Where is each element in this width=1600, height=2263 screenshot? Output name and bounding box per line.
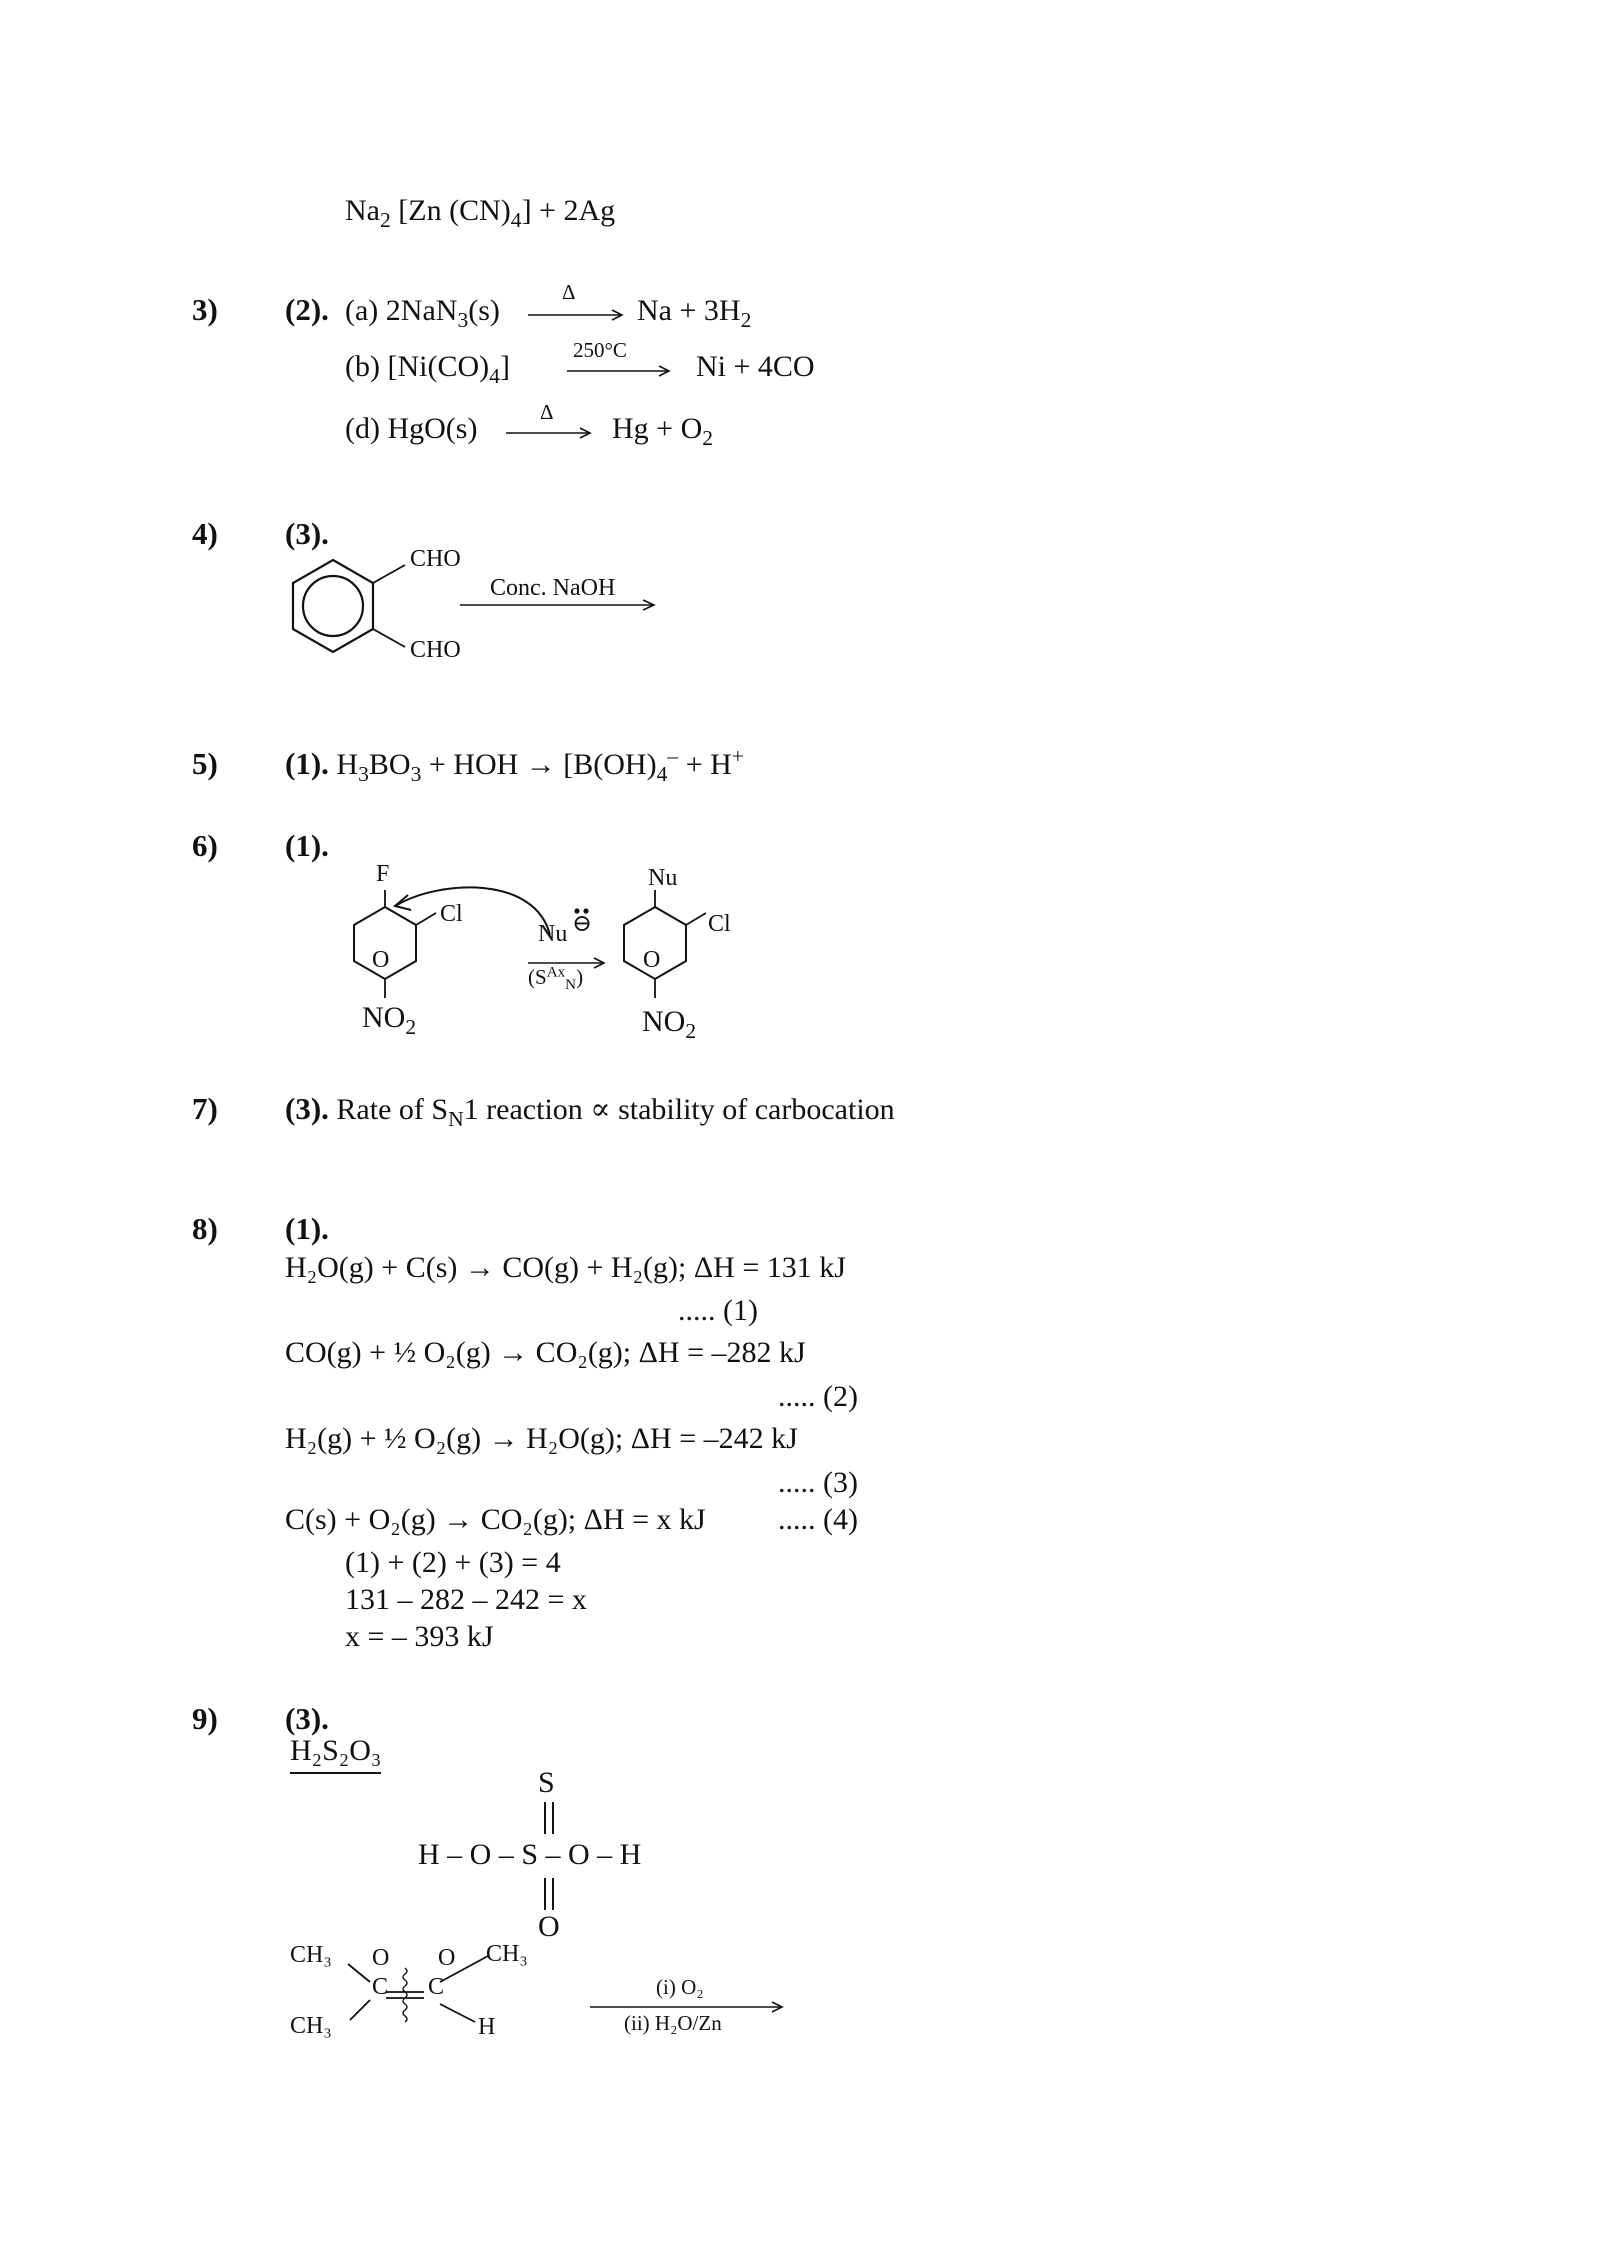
q8-equation-1: H₂O(g) + C(s) → CO(g) + H₂(g); ΔH = 131 kJ bbox=[285, 1251, 846, 1284]
q9-o-b: O bbox=[438, 1945, 456, 1971]
q6-mech-sup: Ax bbox=[546, 964, 566, 981]
q3-a-left-tail: (s) bbox=[468, 294, 500, 327]
q3-d-left: (d) HgO(s) bbox=[345, 412, 478, 445]
q6-right-cl: Cl bbox=[708, 911, 731, 937]
q5-eq-a: H bbox=[328, 748, 359, 781]
q5-equation bbox=[285, 744, 744, 786]
q3-b-arrow bbox=[567, 366, 677, 378]
q3-b-left-tail: ] bbox=[499, 350, 510, 383]
q3-d-condition: Δ bbox=[540, 400, 554, 424]
q3-b-left bbox=[345, 350, 510, 388]
q4-number: 4) bbox=[192, 516, 218, 551]
q6-number: 6) bbox=[192, 828, 218, 863]
q3-a-left-sub: 3 bbox=[457, 307, 469, 332]
q4-cho-bottom: CHO bbox=[410, 637, 461, 663]
q3-d-right bbox=[612, 412, 714, 450]
q3-d-arrow bbox=[506, 428, 596, 440]
q5-eq-d: + H bbox=[678, 748, 732, 781]
q3-d-right-sub: 2 bbox=[702, 425, 714, 450]
q6-answer: (1). bbox=[285, 828, 329, 863]
q5-eq-c-sup: – bbox=[667, 744, 679, 769]
q9-struct-main: H – O – S – O – H bbox=[418, 1838, 642, 1871]
q4-arrow bbox=[460, 600, 660, 612]
q9-number: 9) bbox=[192, 1701, 218, 1736]
q9-c-b: C bbox=[428, 1974, 445, 2000]
q9-struct-top-s: S bbox=[538, 1766, 555, 1799]
q8-equation-1-tag: ..... (1) bbox=[678, 1294, 758, 1327]
q8-answer: (1). bbox=[285, 1211, 329, 1246]
q7-text-a: Rate of S bbox=[328, 1093, 449, 1126]
q5-eq-c-sub: 4 bbox=[656, 761, 668, 786]
q8-equation-3-tag: ..... (3) bbox=[778, 1466, 858, 1499]
q9-ch3-b: CH₃ bbox=[290, 2013, 332, 2039]
q3-a-condition: Δ bbox=[562, 280, 576, 304]
q9-struct-bottom-o: O bbox=[538, 1910, 560, 1943]
q7-text-b: 1 reaction ∝ stability of carbocation bbox=[463, 1093, 895, 1126]
q6-mechanism bbox=[528, 964, 584, 993]
q3-d-right-text: Hg + O bbox=[612, 412, 703, 445]
q6-right-nu: Nu bbox=[648, 865, 678, 891]
q6-right-no2-text: NO bbox=[642, 1005, 686, 1038]
q7-number: 7) bbox=[192, 1091, 218, 1126]
q3-a-right bbox=[637, 294, 752, 332]
q6-left-no2 bbox=[362, 1001, 417, 1039]
q5-number: 5) bbox=[192, 746, 218, 781]
q6-right-ring-label: O bbox=[643, 947, 661, 973]
q3-b-right: Ni + 4CO bbox=[696, 350, 815, 383]
q3-answer: (2). bbox=[285, 292, 329, 327]
benzene-ring-diagram bbox=[280, 555, 400, 675]
q6-right-no2-sub: 2 bbox=[685, 1018, 697, 1043]
q5-eq-b-sub: 3 bbox=[410, 761, 422, 786]
q2-product-line bbox=[345, 194, 616, 232]
q9-ch3-c: CH₃ bbox=[486, 1941, 528, 1967]
q5-eq-b: BO bbox=[368, 748, 411, 781]
q5-eq-c: + HOH → [B(OH) bbox=[421, 748, 657, 781]
q2-zn: [Zn (CN) bbox=[390, 194, 511, 227]
q4-cho-top: CHO bbox=[410, 546, 461, 572]
q8-number: 8) bbox=[192, 1211, 218, 1246]
q6-mech-sub: N bbox=[565, 976, 577, 993]
q6-left-cl: Cl bbox=[440, 901, 463, 927]
q6-left-ring-label: O bbox=[372, 947, 390, 973]
q9-formula: H₂S₂O₃ bbox=[290, 1736, 381, 1774]
q8-equation-4: C(s) + O₂(g) → CO₂(g); ΔH = x kJ bbox=[285, 1503, 706, 1536]
q2-zn-sub: 4 bbox=[510, 207, 522, 232]
q9-answer: (3). bbox=[285, 1701, 329, 1736]
q5-answer: (1). bbox=[285, 746, 329, 781]
q6-mech-open: (S bbox=[528, 965, 547, 989]
q3-b-left-sub: 4 bbox=[489, 363, 500, 388]
q6-nucleophile: Nu bbox=[538, 921, 568, 947]
q5-eq-a-sub: 3 bbox=[358, 761, 369, 786]
q7-statement bbox=[285, 1091, 895, 1131]
q9-ch3-a: CH₃ bbox=[290, 1942, 332, 1968]
q8-step-3: x = – 393 kJ bbox=[345, 1620, 494, 1653]
q9-reagent-2: (ii) H₂O/Zn bbox=[624, 2011, 722, 2035]
q9-double-bond-top bbox=[540, 1800, 560, 1840]
q8-step-1: (1) + (2) + (3) = 4 bbox=[345, 1546, 561, 1579]
q9-o-a: O bbox=[372, 1945, 390, 1971]
q7-text-sub: N bbox=[448, 1106, 464, 1131]
q3-a-left bbox=[345, 294, 500, 332]
q8-equation-2: CO(g) + ½ O₂(g) → CO₂(g); ΔH = –282 kJ bbox=[285, 1336, 806, 1369]
q5-eq-d-sup: + bbox=[731, 744, 744, 769]
q2-na-sub: 2 bbox=[379, 207, 391, 232]
q2-na: Na bbox=[345, 194, 380, 227]
q6-left-no2-text: NO bbox=[362, 1001, 406, 1034]
q6-left-no2-sub: 2 bbox=[405, 1014, 417, 1039]
q3-number: 3) bbox=[192, 292, 218, 327]
q2-tail: ] + 2Ag bbox=[521, 194, 616, 227]
q3-b-left-text: (b) [Ni(CO) bbox=[345, 350, 490, 383]
q8-equation-4-tag: ..... (4) bbox=[778, 1503, 858, 1536]
q8-step-2: 131 – 282 – 242 = x bbox=[345, 1583, 587, 1616]
q9-alkene-bonds bbox=[330, 1950, 490, 2030]
q3-a-right-text: Na + 3H bbox=[637, 294, 741, 327]
q9-reagent-1: (i) O₂ bbox=[656, 1975, 704, 1999]
q4-answer: (3). bbox=[285, 516, 329, 551]
q3-a-arrow bbox=[528, 310, 628, 322]
q6-right-no2 bbox=[642, 1005, 697, 1043]
q3-a-right-sub: 2 bbox=[740, 307, 752, 332]
q6-charge: ⊖ bbox=[572, 911, 593, 937]
q3-a-left-text: (a) 2NaN bbox=[345, 294, 458, 327]
q9-c-a: C bbox=[372, 1974, 389, 2000]
q8-equation-3: H₂(g) + ½ O₂(g) → H₂O(g); ΔH = –242 kJ bbox=[285, 1422, 798, 1455]
q8-equation-2-tag: ..... (2) bbox=[778, 1380, 858, 1413]
q6-left-f: F bbox=[376, 861, 390, 887]
q3-b-condition: 250°C bbox=[573, 338, 627, 362]
q4-reagent: Conc. NaOH bbox=[490, 575, 616, 601]
q6-mech-close: ) bbox=[576, 965, 584, 989]
q7-answer: (3). bbox=[285, 1091, 329, 1126]
q9-h-atom: H bbox=[478, 2014, 496, 2040]
